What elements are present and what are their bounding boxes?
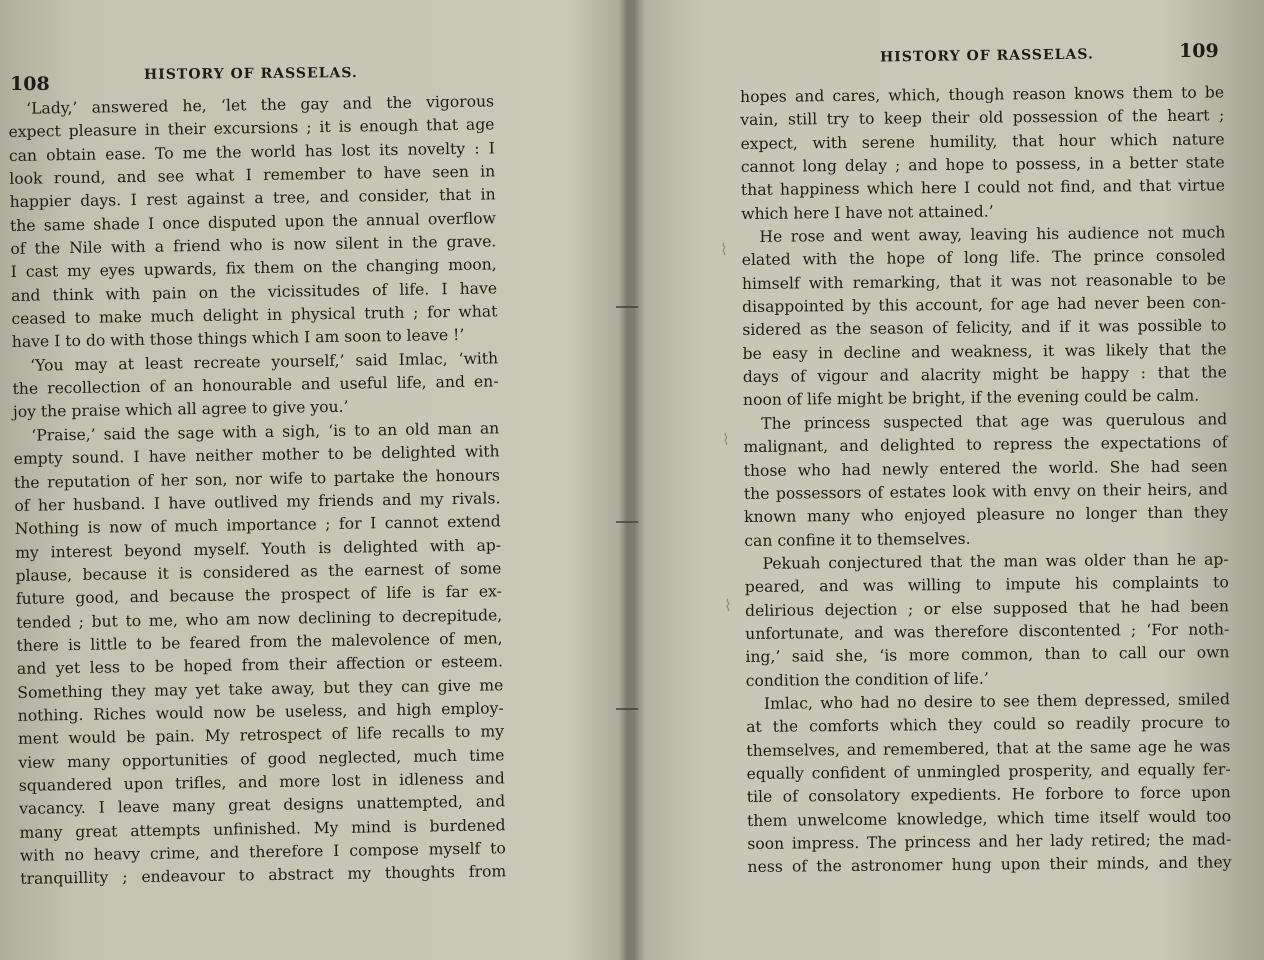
text-line: cannot long delay ; and hope to possess, in a better state: [740, 153, 1225, 177]
text-line: Pekuah conjectured that the man was older than he ap-: [762, 550, 1229, 573]
text-line: them unwelcome knowledge, which time itself would too: [746, 806, 1232, 830]
text-line: equally confident of unmingled prosperity, and equally fer-: [746, 760, 1231, 783]
text-line: at the comforts which they could so readily procure to: [746, 713, 1231, 737]
text-line: Something they may yet take away, but they can give me: [17, 675, 504, 702]
text-line: of the Nile with a friend who is now silent in the grave.: [10, 232, 497, 259]
text-line: those who had newly entered the world. She had seen: [743, 456, 1228, 480]
text-line: the possessors of estates look with envy on their heirs, and: [743, 480, 1228, 503]
text-line: vain, still try to keep their old possession of the heart ;: [740, 106, 1225, 130]
text-line: himself with remarking, that it was not reasonable to be: [741, 270, 1226, 293]
text-line: tile of consolatory expedients. He forbore to force upon: [746, 783, 1231, 807]
text-line: happier days. I rest against a tree, and consider, that in: [9, 185, 496, 212]
pencil-annotation: ⌇: [722, 430, 730, 449]
text-line: future good, and because the prospect of life is far ex-: [15, 582, 502, 609]
text-line: ment would be pain. My retrospect of life recalls to my: [17, 722, 505, 749]
text-line: ceased to make much delight in physical truth ; for what: [11, 302, 498, 329]
text-line: joy the praise which all agree to give you.’: [12, 398, 349, 422]
text-line: unfortunate, and was therefore discontented ; ‘For noth-: [745, 620, 1230, 643]
text-line: my interest beyond myself. Youth is delighted with ap-: [14, 535, 502, 562]
text-line: Nothing is now of much importance ; for I cannot extend: [14, 512, 501, 539]
text-line: ing,’ said she, ‘is more common, than to call our own: [745, 643, 1230, 667]
text-line: disappointed by this account, for age had never been con-: [742, 293, 1227, 317]
text-line: noon of life might be bright, if the evening could be calm.: [742, 387, 1200, 410]
text-line: elated with the hope of long life. The prince consoled: [741, 246, 1226, 270]
text-line: tended ; but to me, who am now declining to decrepitude,: [16, 605, 503, 632]
text-line: empty sound. I have neither mother to be delighted with: [13, 442, 500, 469]
text-line: ‘Lady,’ answered he, ‘let the gay and the vigorous: [26, 92, 495, 118]
text-line: squandered upon trifles, and more lost in idleness and: [18, 769, 505, 795]
text-line: ness of the astronomer hung upon their minds, and they: [747, 853, 1232, 877]
book-gutter: [619, 0, 635, 960]
pencil-annotation: ⌇: [720, 240, 728, 259]
text-line: expect, with serene humility, that hour which nature: [740, 130, 1225, 153]
text-line: the recollection of an honourable and useful life, and en-: [12, 372, 499, 399]
text-line: malignant, and delighted to repress the expectations of: [743, 433, 1228, 457]
text-line: that happiness which here I could not find, and that virtue: [740, 176, 1226, 200]
pencil-annotation: ⌇: [724, 596, 732, 615]
text-line: vacancy. I leave many great designs unattempted, and: [19, 792, 506, 819]
text-line: delirious dejection ; or else supposed that he had been: [744, 596, 1230, 620]
text-line: look round, and see what I remember to have seen in: [9, 162, 496, 189]
page-number: 108: [10, 73, 50, 95]
text-line: He rose and went away, leaving his audience not much: [759, 223, 1226, 246]
text-line: expect pleasure in their excursions ; it is enough that age: [8, 115, 495, 142]
text-line: have I to do with those things which I am soon to leave !’: [11, 326, 465, 352]
text-line: Imlac, who had no desire to see them depressed, smiled: [763, 690, 1230, 713]
text-line: plause, because it is considered as the earnest of some: [15, 559, 502, 585]
text-line: be easy in decline and weakness, it was likely that the: [742, 340, 1227, 363]
text-line: many great attempts unfinished. My mind is burdened: [19, 815, 506, 842]
right-page: [634, 0, 1264, 960]
page-text: [8, 90, 506, 891]
text-line: The princess suspected that age was querulous and: [761, 410, 1228, 433]
text-line: the reputation of her son, nor wife to partake the honours: [13, 465, 501, 492]
text-line: of her husband. I have outlived my friends and my rivals.: [14, 489, 501, 515]
text-line: view many opportunities of good neglected, much time: [18, 745, 505, 772]
text-line: hopes and cares, which, though reason knows them to be: [740, 83, 1225, 106]
text-line: ‘You may at least recreate yourself,’ said Imlac, ‘with: [30, 349, 499, 375]
text-line: peared, and was willing to impute his complaints to: [744, 573, 1229, 597]
text-line: condition the condition of life.’: [745, 669, 989, 690]
text-line: days of vigour and alacrity might be happy : that the: [742, 363, 1227, 387]
page-text: [740, 81, 1232, 879]
text-line: can obtain ease. To me the world has lost its novelty : I: [8, 139, 495, 165]
text-line: and yet less to be hoped from their affection or esteem.: [16, 652, 504, 679]
text-line: themselves, and remembered, that at the same age he was: [746, 736, 1231, 760]
text-line: nothing. Riches would now be useless, and high employ-: [17, 699, 504, 725]
text-line: with no heavy crime, and therefore I compose myself to: [19, 839, 506, 865]
left-page: [0, 0, 620, 960]
text-line: can confine it to themselves.: [744, 529, 971, 550]
text-line: sidered as the season of felicity, and if it was possible to: [742, 316, 1227, 340]
text-line: tranquillity ; endeavour to abstract my thoughts from: [20, 862, 507, 889]
text-line: and think with pain on the vicissitudes of life. I have: [10, 279, 498, 305]
text-line: there is little to be feared from the malevolence of men,: [16, 629, 503, 655]
page-number: 109: [1179, 40, 1219, 62]
text-line: soon impress. The princess and her lady retired; the mad-: [747, 830, 1232, 853]
running-head: HISTORY OF RASSELAS.: [879, 46, 1094, 66]
text-line: the same shade I once disputed upon the annual overflow: [9, 209, 497, 235]
text-line: known many who enjoyed pleasure no longer than they: [744, 503, 1229, 527]
text-line: ‘Praise,’ said the sage with a sigh, ‘is to an old man an: [31, 419, 500, 445]
running-head: HISTORY OF RASSELAS.: [143, 65, 358, 83]
text-line: which here I have not attained.’: [741, 202, 994, 223]
text-line: I cast my eyes upwards, fix them on the changing moon,: [10, 255, 497, 282]
